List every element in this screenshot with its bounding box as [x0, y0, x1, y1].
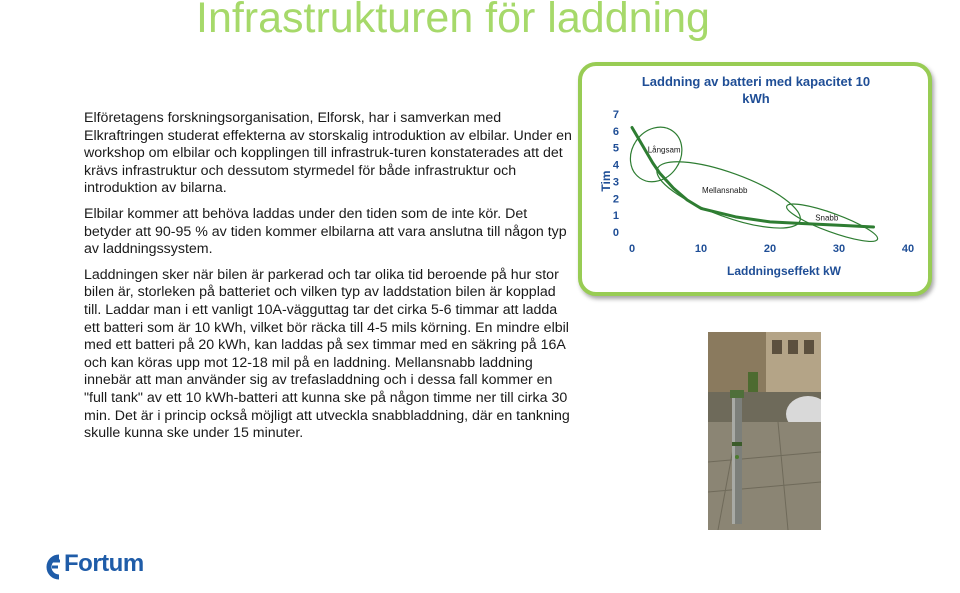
- paragraph-intro: Elföretagens forskningsorganisation, Elforsk, har i samverkan med Elkraftringen studerat effekterna av storskalig introduktion av elbilar. Under en workshop om elbilar och kopplingen till infrastruk-turen konstaterades att det krävs infrastruktur och dessutom styrmedel för både infrastruktur och introduktion av bilarna.: [84, 110, 572, 197]
- chart-title-line1: Laddning av batteri med kapacitet 10: [641, 74, 871, 89]
- chart-title-line2: kWh: [742, 91, 770, 106]
- fortum-logo-icon: [38, 552, 64, 582]
- y-tick-label: 1: [612, 210, 619, 223]
- chart-xlabel: Laddningseffekt kW: [726, 264, 842, 278]
- paragraph-charging-time: Elbilar kommer att behöva laddas under den tiden som de inte kör. Det betyder att 90-95 % av tiden kommer elbilarna att vara anslutna till någon typ av laddningssystem.: [84, 205, 567, 258]
- charging-chart: [582, 66, 928, 292]
- chart-panel: [578, 62, 932, 296]
- y-tick-label: 4: [612, 159, 619, 172]
- region-label: Snabb: [815, 213, 839, 223]
- x-tick-label: 10: [694, 243, 708, 255]
- page-title: Infrastrukturen för laddning: [196, 0, 710, 42]
- region-label: Mellansnabb: [702, 185, 748, 195]
- y-tick-label: 7: [612, 109, 619, 121]
- fortum-logo: [38, 550, 168, 582]
- y-tick-label: 2: [612, 193, 619, 206]
- series-line: [632, 127, 874, 226]
- x-tick-label: 30: [832, 243, 846, 255]
- paragraph-charging-details: Laddningen sker när bilen är parkerad och tar olika tid beroende på hur stor bilen är, storleken på batteriet och vilken typ av laddstation bilen är kopplad till. Laddar man i ett vanligt 10A-vägguttag tar det cirka 5-6 timmar att ladda ett batteri som är 10 kWh, vilket bör räcka till 4-5 mils körning. En mindre elbil med ett batteri på 20 kWh, kan laddas på sex timmar med en säkring på 16A och kan köras upp mot 12-18 mil på en laddning. Mellansnabb laddning innebär att man använder sig av trefasladdning och i dessa fall kommer en "full tank" av ett 10 kWh-batteri att kunna ske på någon timme ner till cirka 30 min. Det är i princip också möjligt att utveckla snabbladdning, där en tankning skulle kunna ske under 15 minuter.: [84, 266, 570, 442]
- y-tick-label: 3: [612, 176, 619, 189]
- region-label: Långsam: [647, 145, 681, 155]
- charging-post-photo: [708, 332, 821, 530]
- y-tick-label: 6: [612, 125, 619, 138]
- y-tick-label: 5: [612, 142, 619, 155]
- chart-ylabel: Tim: [599, 170, 613, 192]
- y-tick-label: 0: [612, 227, 619, 239]
- x-tick-label: 0: [628, 243, 636, 255]
- x-tick-label: 40: [901, 243, 915, 255]
- fortum-logo-text: Fortum: [64, 550, 144, 577]
- body-text: [84, 110, 572, 451]
- x-tick-label: 20: [763, 243, 777, 255]
